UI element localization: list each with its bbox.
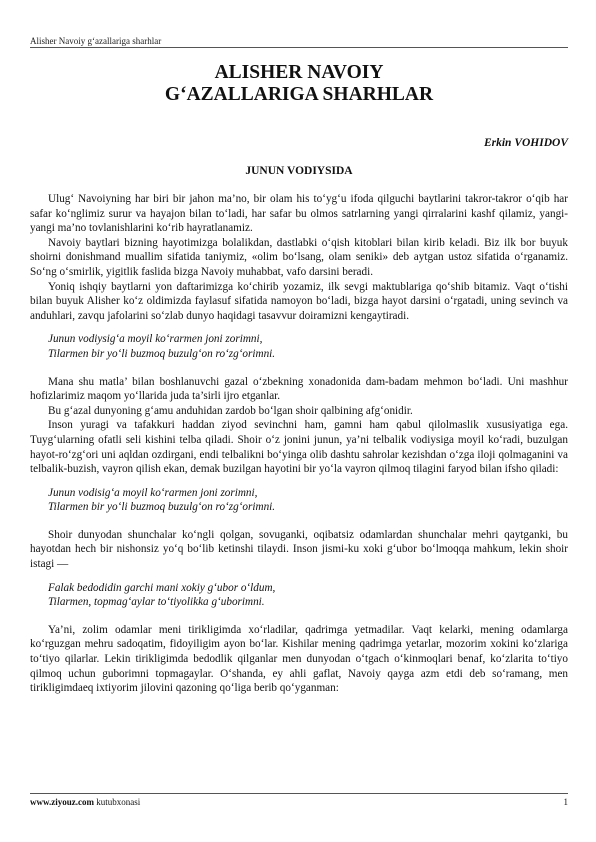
verse-block (48, 486, 568, 515)
paragraph: Yoniq ishqiy baytlarni yon daftarimizga ko‘chirib yozamiz, ilk sevgi maktublariga qo‘shib bitamiz. Vaqt o‘tishi bilan buyuk Alisher ko‘z oldimizda faylasuf sifatida namoyon bo‘ladi, bizga hayot darsini o‘rgatadi, uning sevinch va anduhlari, zavqu jafolarini so‘zlab dunyo haqidagi tasavvur doiramizni kengaytiradi. (30, 280, 568, 322)
verse-line: Tilarmen, topmag‘aylar to‘tiyolikka g‘uborimni. (48, 596, 265, 609)
verse-line: Junun vodiysig‘a moyil ko‘rarmen joni zorimni, (48, 333, 263, 346)
verse-block (48, 581, 568, 610)
footer-site-link[interactable]: www.ziyouz.com (30, 797, 94, 807)
verse-line: Falak bedodidin garchi mani xokiy g‘ubor o‘ldum, (48, 581, 276, 594)
document-title (30, 62, 568, 106)
title-line-2: G‘AZALLARIGA SHARHLAR (164, 84, 434, 105)
header-divider (30, 47, 568, 48)
paragraph: Inson yuragi va tafakkuri haddan ziyod sevinchni ham, gamni ham qabul qilolmaslik xususiyatiga ega. Tuyg‘ularning ofatli seli kishini telba qiladi. Shoir o‘z jonini junun, ya’ni telbalik vodiysiga moyil ko‘radi, buzulgan hayot-ro‘zg‘ori uni aqldan ozdirgani, endi telbalikni bo‘yinga olib dashtu sahrolar kezishdan o‘zga iloji qolmaganini va telbalik-buzish, vayron qilish ekan, demak buzilgan hayotini bir yo‘la vayron qilmoq tilagini faryod bilan ifsho qiladi: (30, 419, 568, 476)
verse-line: Junun vodisig‘a moyil ko‘rarmen joni zorimni, (48, 486, 258, 499)
verse-line: Tilarmen bir yo‘li buzmoq buzulg‘on ro‘zg‘orimni. (48, 347, 276, 360)
page-footer (30, 797, 568, 807)
author-name: Erkin VOHIDOV (483, 137, 568, 149)
footer-library-label: kutubxonasi (94, 797, 141, 807)
paragraph: Mana shu matla’ bilan boshlanuvchi gazal o‘zbekning xonadonida dam-badam mehmon bo‘ladi. Uni mashhur hofizlarimiz maqom yo‘llarida juda ta’sirli ijro etganlar. (30, 375, 568, 403)
section-title: JUNUN VODIYSIDA (245, 165, 353, 177)
verse-line: Tilarmen bir yo‘li buzmoq buzulg‘on ro‘zg‘orimni. (48, 501, 276, 514)
title-line-1: ALISHER NAVOIY (214, 62, 384, 83)
running-header: Alisher Navoiy g‘azallariga sharhlar (30, 36, 162, 46)
paragraph: Shoir dunyodan shunchalar ko‘ngli qolgan, sovuganki, oqibatsiz odamlardan shunchalar mehri qaytganki, bu hayotdan hech bir nishonsiz yo‘q bo‘lib ketinshi tilaydi. Inson jismi-ku xoki g‘ubor bo‘lmoqqa mahkum, lekin shoir istagi — (30, 528, 568, 571)
verse-block (48, 332, 568, 361)
paragraph: Ulug‘ Navoiyning har biri bir jahon ma’no, bir olam his to‘yg‘u ifoda qilguchi baytlarini takror-takror o‘qib har safar ko‘nglimiz surur va hayajon bilan to‘ladi, har safar bu olmos satrlarning yangi qirralarini kashf qilamiz, yangi-yangi ma’no tovlanishlarini ko‘rib hayratlanamiz. (30, 193, 568, 235)
paragraph: Bu g‘azal dunyoning g‘amu anduhidan zardob bo‘lgan shoir qalbining afg‘onidir. (48, 404, 413, 417)
body-text (30, 192, 568, 696)
footer-divider (30, 793, 568, 794)
paragraph: Ya’ni, zolim odamlar meni tirikligimda xo‘rladilar, qadrimga yetmadilar. Vaqt kelarki, mening odamlarga ko‘rguzgan mehru sadoqatim, fidoyiligim ayon bo‘lar. Kishilar mening qadrimga yetarlar, mozorim xokini ko‘zlariga to‘tiyo qilarlar. Lekin tirikligimda bedodlik qilganlar men dunyodan o‘tgach o‘kinmoqlari benaf, ko‘zlarita to‘tiyo qilmoq uchun guborimni topmagaylar. O‘shanda, ey ahli gaflat, Navoiy qayga azm etdi deb so‘ramang, men tirikligimdaeq ixtiyorim jilovini qazoning qo‘liga berib qo‘yganman: (30, 623, 568, 695)
page-number: 1 (563, 797, 568, 807)
paragraph: Navoiy baytlari bizning hayotimizga bolalikdan, dastlabki o‘qish kitoblari bilan kirib keladi. Biz ilk bor buyuk shoirni donishmand muallim sifatida taniymiz, «olim bo‘lsang, olam seniki» deb aytgan ustoz sifatida o‘rganamiz. So‘ng o‘smirlik, yigitlik faslida bizga Navoiy muhabbat, vafo darsini beradi. (30, 236, 568, 278)
